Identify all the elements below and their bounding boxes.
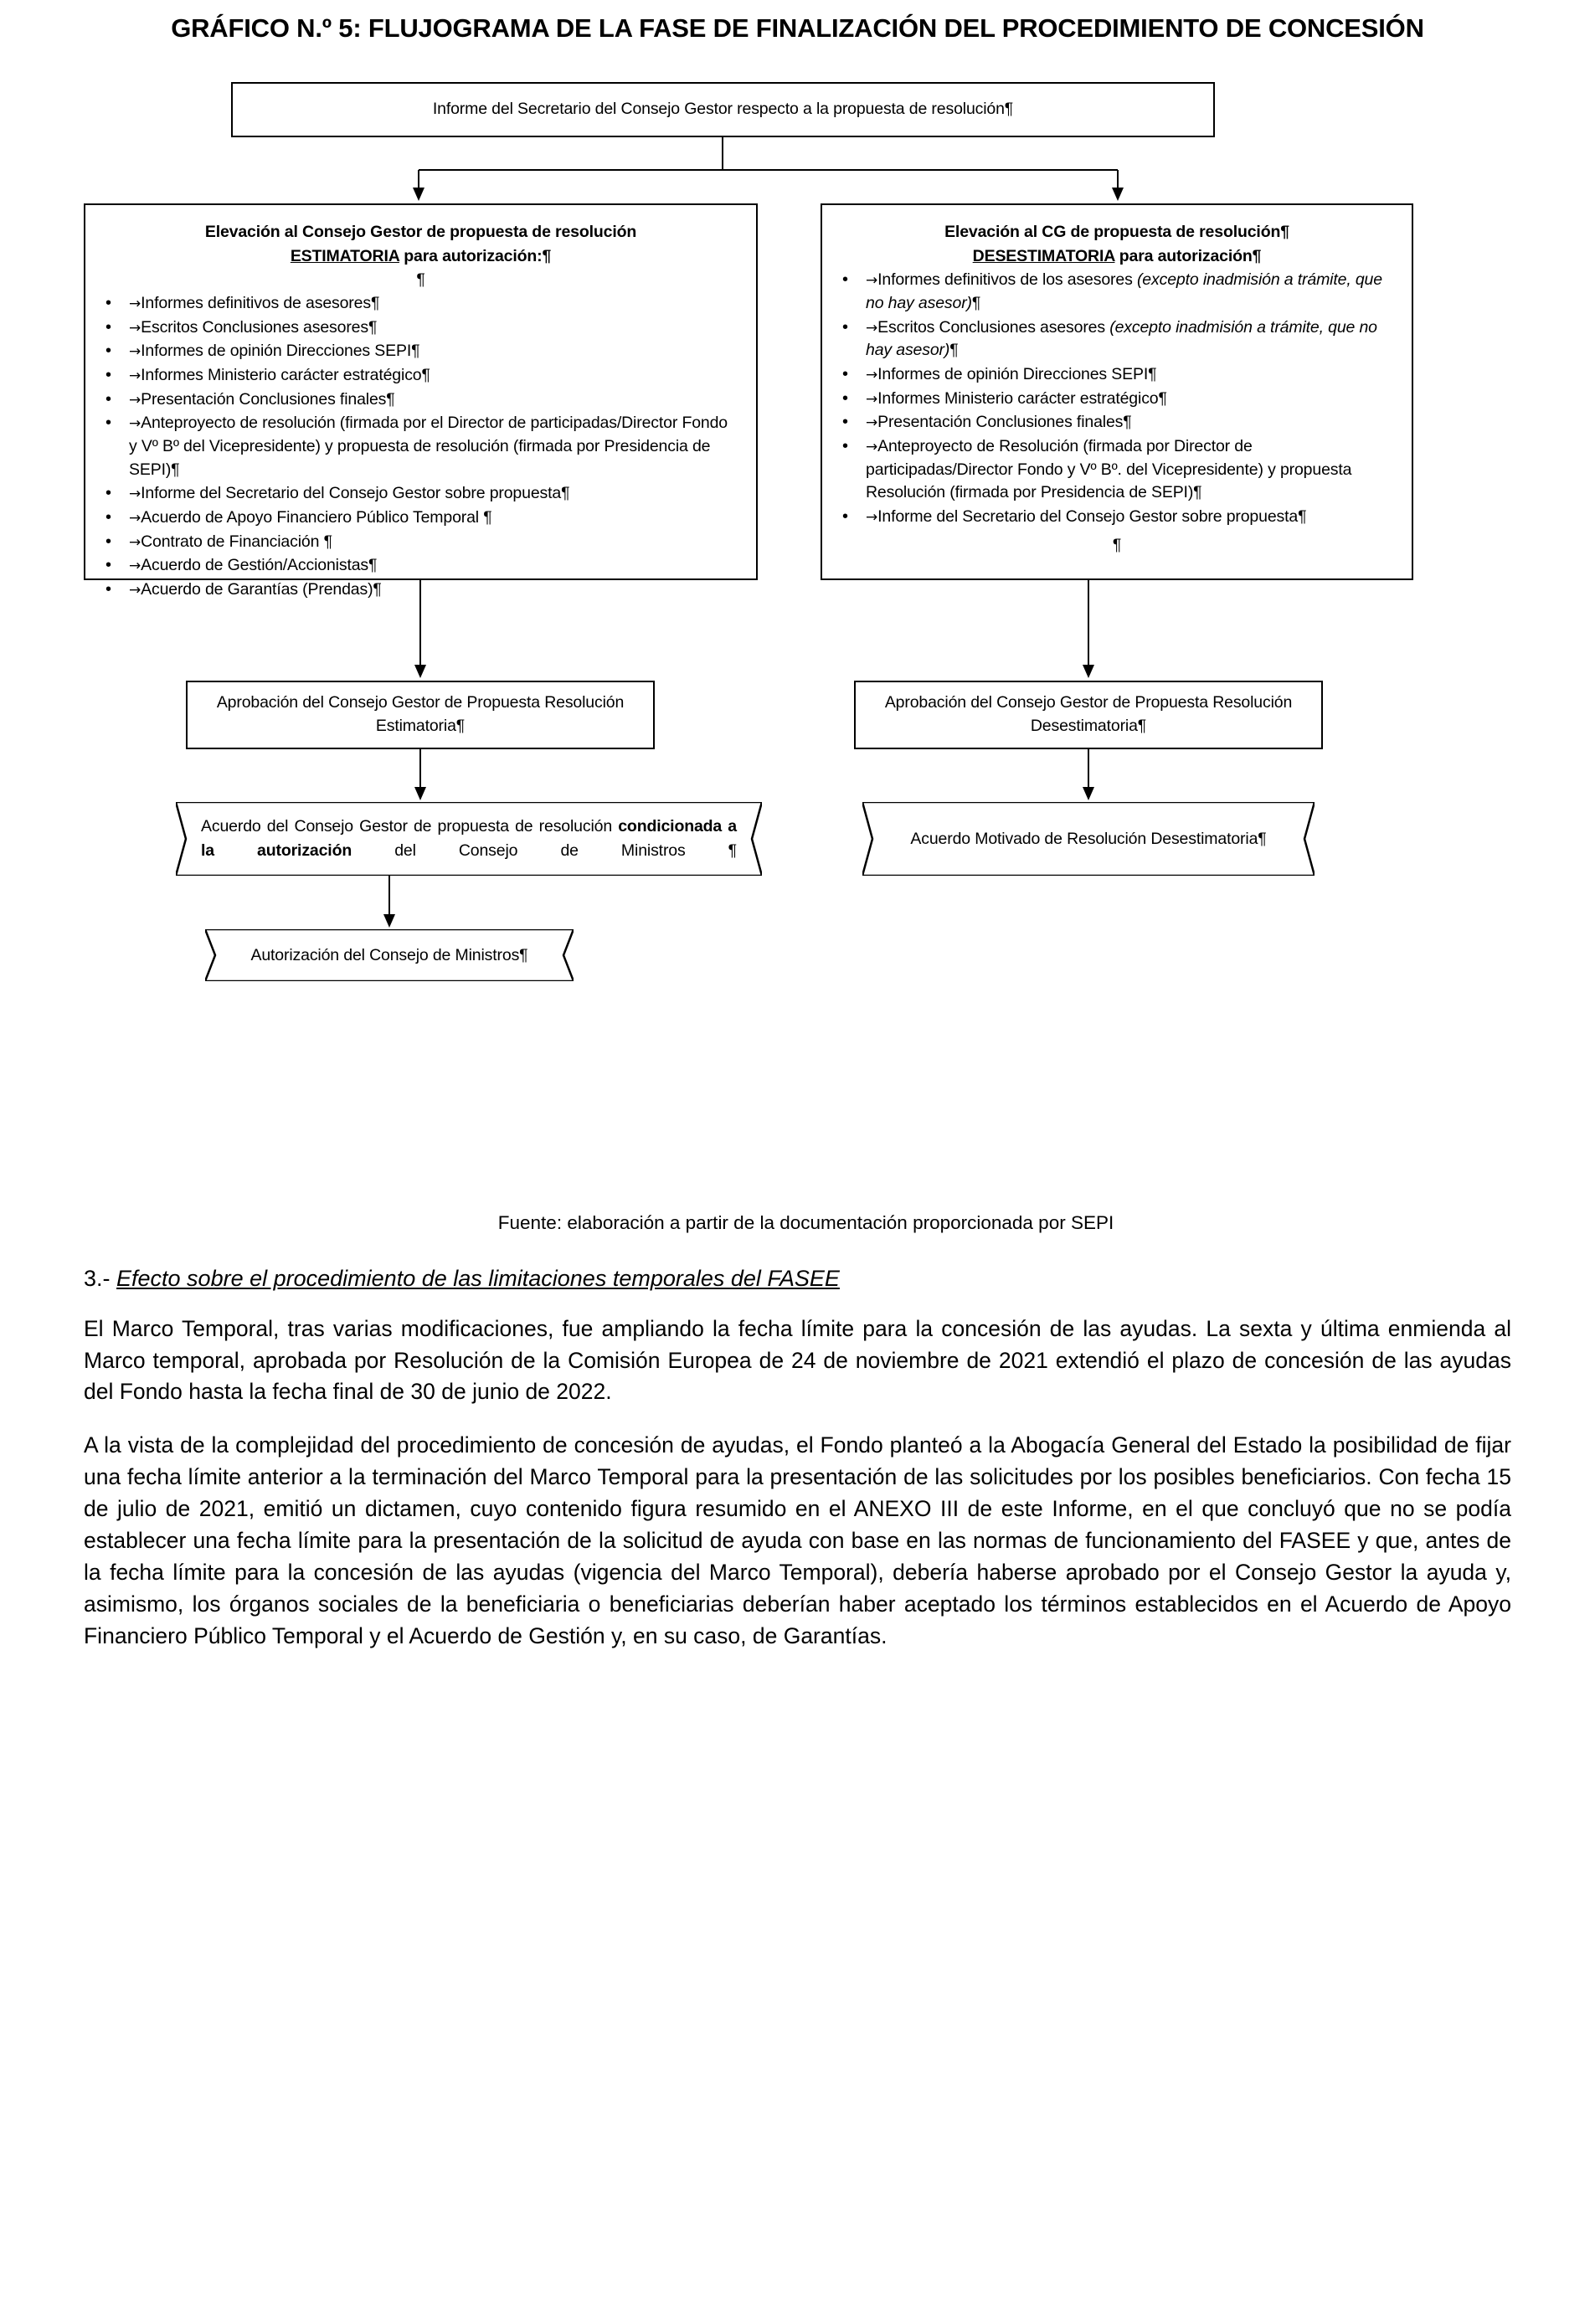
arrow-icon: → [129, 558, 141, 575]
list-item [104, 482, 738, 506]
arrow-icon: → [129, 391, 141, 409]
right-branch-heading-line1: Elevación al CG de propuesta de resolución¶ [944, 222, 1289, 241]
paragraph-1: El Marco Temporal, tras varias modificaciones, fue ampliando la fecha límite para la concesión de las ayudas. La sexta y última enmienda al Marco temporal, aprobada por Resolución de la Comisión Europea de 24 de noviembre de 2021 extendió el plazo de concesión de las ayudas del Fondo hasta la fecha final de 30 de junio de 2022. [84, 1315, 1511, 1405]
list-item-label: Informes de opinión Direcciones SEPI¶ [141, 342, 420, 361]
arrow-icon: → [129, 582, 141, 599]
list-item-label: Acuerdo de Apoyo Financiero Público Temporal ¶ [141, 508, 492, 527]
right-branch-heading-underlined: DESESTIMATORIA [972, 246, 1115, 265]
list-item [104, 364, 738, 388]
list-item-label: Presentación Conclusiones finales¶ [141, 389, 395, 409]
list-item-label: Acuerdo de Gestión/Accionistas¶ [141, 556, 378, 575]
flow-node-left-branch [84, 203, 758, 599]
flow-node-authorization [205, 929, 574, 981]
arrow-icon: → [129, 486, 141, 503]
flow-node-left-approval: Aprobación del Consejo Gestor de Propuesta Resolución Estimatoria¶ [186, 681, 655, 749]
arrow-icon: → [129, 343, 141, 361]
left-branch-blank-marker: ¶ [416, 270, 425, 290]
right-branch-tail-marker: ¶ [1112, 535, 1122, 554]
list-item-label: Informes Ministerio carácter estratégico¶ [141, 365, 430, 384]
arrow-icon: → [866, 366, 878, 383]
list-item-label: Contrato de Financiación ¶ [141, 532, 332, 551]
list-item-label: Anteproyecto de resolución (firmada por el Director de participadas/Director Fondo y Vº Bº del Vicepresidente) y propuesta de resolución (firmada por Presidencia de SEPI)¶ [129, 414, 728, 479]
arrow-icon: → [866, 509, 878, 527]
left-agreement-b: condicionada a la autorización [201, 817, 737, 860]
list-item [841, 269, 1393, 315]
page-title: GRÁFICO N.º 5: FLUJOGRAMA DE LA FASE DE FINALIZACIÓN DEL PROCEDIMIENTO DE CONCESIÓN [171, 13, 1424, 43]
list-item-label: Informes Ministerio carácter estratégico¶ [877, 388, 1167, 408]
arrow-icon: → [129, 295, 141, 312]
list-item-label: Acuerdo de Garantías (Prendas)¶ [141, 580, 382, 599]
right-branch-heading [841, 220, 1393, 270]
flow-node-right-branch [821, 203, 1413, 580]
arrow-icon: → [129, 533, 141, 551]
arrow-icon: → [129, 510, 141, 527]
flow-node-top: Informe del Secretario del Consejo Gestor respecto a la propuesta de resolución¶ [231, 82, 1215, 137]
flow-node-right-agreement [862, 802, 1315, 876]
list-item-label: Informe del Secretario del Consejo Gestor sobre propuesta¶ [141, 484, 570, 503]
list-item-label: Presentación Conclusiones finales¶ [877, 413, 1132, 432]
list-item [104, 531, 738, 554]
flow-node-left-agreement [176, 802, 762, 876]
list-item [104, 316, 738, 340]
arrow-icon: → [866, 319, 878, 337]
section-number: 3.- [84, 1265, 117, 1291]
figure-source: Fuente: elaboración a partir de la documentación proporcionada por SEPI [497, 1211, 1114, 1233]
arrow-icon: → [866, 438, 878, 455]
list-item [104, 506, 738, 530]
list-item [841, 411, 1393, 434]
left-branch-item-list [104, 292, 738, 602]
left-agreement-c: del Consejo de Ministros ¶ [352, 841, 738, 860]
list-item-label: Informes definitivos de los asesores (excepto inadmisión a trámite, que no hay asesor)¶ [866, 270, 1382, 312]
flowchart [84, 57, 1511, 1204]
left-branch-heading-line1: Elevación al Consejo Gestor de propuesta de resolución [204, 222, 637, 241]
paragraph-2: A la vista de la complejidad del procedimiento de concesión de ayudas, el Fondo planteó a la Abogacía General del Estado la posibilidad de fijar una fecha límite anterior a la terminación del Marco Temporal para la presentación de las solicitudes por los posibles beneficiarios. Con fecha 15 de julio de 2021, emitió un dictamen, cuyo contenido figura resumido en el ANEXO III de este Informe, en el que concluyó que no se podía establecer una fecha límite para la presentación de la solicitud de ayuda con base en las normas de funcionamiento del FASEE y que, antes de la fecha límite para la concesión de las ayudas (vigencia del Marco Temporal), debería haberse aprobado por el Consejo Gestor la ayuda y, asimismo, los órganos sociales de la beneficiaria o beneficiarias deberían haber aceptado los términos establecidos en el Acuerdo de Apoyo Financiero Público Temporal y el Acuerdo de Gestión y, en su caso, de Garantías. [84, 1432, 1511, 1648]
arrow-icon: → [866, 272, 878, 290]
list-item [104, 340, 738, 363]
left-agreement-a: Acuerdo del Consejo Gestor de propuesta de resolución [201, 817, 619, 836]
list-item-label: Anteproyecto de Resolución (firmada por Director de participadas/Director Fondo y Vº Bº. del Vicepresidente) y propuesta Resolución (firmada por Presidencia de SEPI)¶ [866, 436, 1352, 502]
list-item [104, 554, 738, 578]
list-item [104, 388, 738, 412]
section-title: Efecto sobre el procedimiento de las limitaciones temporales del FASEE [116, 1265, 840, 1291]
arrow-icon: → [129, 319, 141, 337]
list-item [104, 292, 738, 316]
flow-node-right-approval: Aprobación del Consejo Gestor de Propuesta Resolución Desestimatoria¶ [854, 681, 1323, 749]
left-branch-heading-underlined: ESTIMATORIA [290, 246, 399, 265]
list-item-label: Escritos Conclusiones asesores¶ [141, 317, 378, 337]
list-item [841, 506, 1393, 529]
arrow-icon: → [129, 415, 141, 433]
list-item [104, 578, 738, 602]
arrow-icon: → [866, 390, 878, 408]
left-branch-heading-rest: para autorización:¶ [399, 246, 552, 265]
list-item-label: Escritos Conclusiones asesores (excepto inadmisión a trámite, que no hay asesor)¶ [866, 317, 1377, 360]
section-heading [84, 1266, 1511, 1292]
arrow-icon: → [866, 414, 878, 432]
right-branch-item-list [841, 269, 1393, 529]
arrow-icon: → [129, 367, 141, 384]
left-branch-heading [104, 220, 738, 270]
right-branch-heading-rest: para autorización¶ [1114, 246, 1262, 265]
list-item [841, 388, 1393, 411]
authorization-text: Autorización del Consejo de Ministros¶ [250, 945, 528, 964]
list-item-label: Informes de opinión Direcciones SEPI¶ [877, 364, 1157, 383]
list-item [841, 316, 1393, 362]
left-agreement-text [176, 802, 762, 876]
list-item [104, 412, 738, 481]
right-agreement-text: Acuerdo Motivado de Resolución Desestimatoria¶ [910, 829, 1267, 848]
list-item [841, 435, 1393, 505]
list-item-label: Informe del Secretario del Consejo Gestor sobre propuesta¶ [877, 507, 1307, 527]
list-item-label: Informes definitivos de asesores¶ [141, 293, 380, 312]
list-item [841, 363, 1393, 387]
